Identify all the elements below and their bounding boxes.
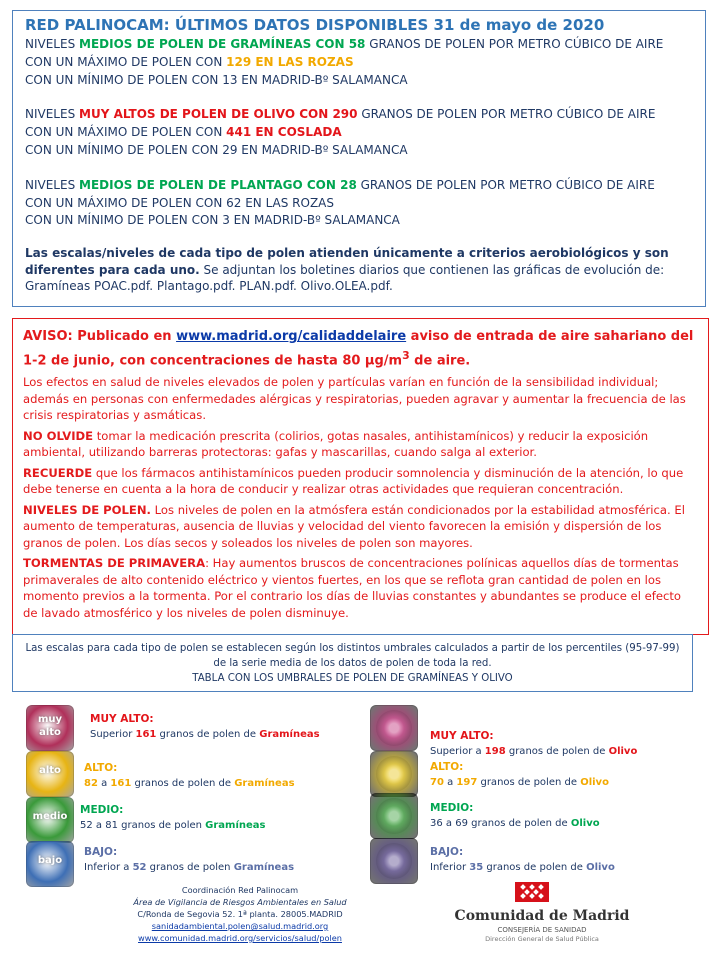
olivo-medio: MEDIO: 36 a 69 granos de polen de Olivo [430, 802, 600, 829]
note-bold: Las escalas/niveles de cada tipo de polen atienden únicamente a criterios aerobiológicos y son diferentes para cada uno. [25, 246, 669, 277]
olivo-bajo-icon [370, 838, 418, 884]
text: aviso de entrada de aire sahariano del 1-2 de junio, con concentraciones de hasta 80 µg/m [23, 329, 694, 369]
olivo-bajo: BAJO: Inferior 35 granos de polen de Olivo [430, 846, 615, 873]
scales-note [25, 245, 693, 295]
text: NIVELES [25, 177, 80, 192]
footer-web-link[interactable]: www.comunidad.madrid.org/servicios/salud/polen [138, 933, 342, 943]
gramineas-max: 129 EN LAS ROZAS [226, 54, 354, 69]
logo-sub2: Dirección General de Salud Pública [485, 935, 599, 943]
logo-sub1: CONSEJERÍA DE SANIDAD [497, 926, 587, 934]
text: AVISO: Publicado en [23, 329, 177, 344]
plantago-line-3: CON UN MÍNIMO DE POLEN CON 3 EN MADRID-Bº SALAMANCA [25, 213, 400, 228]
bold: NO OLVIDE [23, 428, 94, 443]
gramineas-medio-icon: medio [26, 797, 74, 843]
olivo-line-3: CON UN MÍNIMO DE POLEN CON 29 EN MADRID-Bº SALAMANCA [25, 142, 408, 157]
text: GRANOS DE POLEN POR METRO CÚBICO DE AIRE [357, 107, 656, 122]
gramineas-line-3: CON UN MÍNIMO DE POLEN CON 13 EN MADRID-Bº SALAMANCA [25, 72, 408, 87]
olivo-level: MUY ALTOS DE POLEN DE OLIVO CON 290 [79, 107, 358, 122]
warning-panel [12, 318, 709, 635]
comunidad-de-madrid-logo [430, 882, 654, 948]
gramineas-line-1 [25, 36, 693, 54]
gramineas-line-2 [25, 54, 693, 72]
text: tomar la medicación prescrita (colirios, gotas nasales, antihistamínicos) y reducir la exposición ambiental, utilizando barreras protectoras: gafas y mascarillas, cuando salga al exterior. [23, 428, 649, 460]
olivo-max: 441 EN COSLADA [226, 125, 342, 140]
olivo-medio-icon [370, 793, 418, 839]
health-effects-paragraph: Los efectos en salud de niveles elevados de polen y partículas varían en función de la sensibilidad individual; además en personas con enfermedades alérgicas y respiratorias, pueden agravar y aumentar la frecuencia de las crisis respiratorias y asmáticas. [23, 375, 686, 423]
madrid-flag-icon [515, 882, 549, 902]
niveles-paragraph [23, 502, 698, 552]
plantago-line-1 [25, 177, 693, 195]
bold: RECUERDE [23, 465, 93, 480]
recuerde-paragraph [23, 465, 698, 498]
olivo-muy-alto: MUY ALTO: Superior a 198 granos de polen de Olivo [430, 730, 638, 757]
superscript: 3 [402, 349, 410, 362]
olivo-line-2 [25, 124, 693, 142]
text: : Hay aumentos bruscos de concentraciones polínicas aquellos días de tormentas primaverales de alto contenido eléctrico y vientos fuertes, en los que se reflota gran cantidad de polen en los momento previos a la tormenta. Por el contrario los días de lluvias constantes y abundantes se produce el efecto de lavado atmosférico y los niveles de polen disminuye. [23, 556, 681, 620]
tormentas-paragraph [23, 555, 698, 621]
scales-info-panel [12, 634, 693, 692]
footer-area: Área de Vigilancia de Riesgos Ambientales en Salud [133, 897, 347, 907]
plantago-line-2: CON UN MÁXIMO DE POLEN CON 62 EN LAS ROZAS [25, 195, 335, 210]
text: que los fármacos antihistamínicos pueden producir somnolencia y disminución de la atención, lo que debe tenerse en cuenta a la hora de conducir y realizar otras actividades que requieran concentración. [23, 465, 684, 497]
text: NIVELES [25, 107, 80, 122]
page-title: RED PALINOCAM: ÚLTIMOS DATOS DISPONIBLES 31 de mayo de 2020 [25, 16, 605, 34]
calidaddelaire-link[interactable]: www.madrid.org/calidaddelaire [176, 329, 407, 344]
aviso-heading [23, 327, 698, 370]
gramineas-muy-alto: MUY ALTO: Superior 161 granos de polen de Gramíneas [90, 713, 320, 740]
gramineas-muy-alto-icon: muy alto [26, 705, 74, 751]
logo-name: Comunidad de Madrid [454, 908, 630, 924]
note-text: Se adjuntan los boletines diarios que contienen las gráficas de evolución de: Gramíneas POAC.pdf. Plantago.pdf. PLAN.pdf. Olivo.OLEA.pdf. [25, 262, 665, 294]
olivo-line-1 [25, 106, 693, 124]
gramineas-alto-icon: alto [26, 751, 74, 797]
footer-title: Coordinación Red Palinocam [181, 885, 299, 895]
table-caption: TABLA CON LOS UMBRALES DE POLEN DE GRAMÍNEAS Y OLIVO [192, 673, 513, 684]
bold: TORMENTAS DE PRIMAVERA [23, 556, 206, 571]
footer-address: C/Ronda de Segovia 52. 1ª planta. 28005.MADRID [137, 909, 343, 919]
text: CON UN MÁXIMO DE POLEN CON [25, 125, 227, 140]
gramineas-level: MEDIOS DE POLEN DE GRAMÍNEAS CON 58 [79, 37, 366, 51]
text: GRANOS DE POLEN POR METRO CÚBICO DE AIRE [365, 37, 664, 51]
latest-data-panel [12, 10, 706, 307]
olivo-alto-icon [370, 751, 418, 797]
plantago-level: MEDIOS DE POLEN DE PLANTAGO CON 28 [79, 177, 357, 192]
text: de aire. [409, 353, 471, 369]
gramineas-bajo-icon: bajo [26, 841, 74, 887]
text: CON UN MÁXIMO DE POLEN CON [25, 54, 227, 69]
olivo-alto: ALTO: 70 a 197 granos de polen de Olivo [430, 761, 609, 788]
no-olvide-paragraph [23, 428, 698, 461]
text: NIVELES [25, 37, 80, 51]
footer [90, 884, 390, 944]
gramineas-alto: ALTO: 82 a 161 granos de polen de Gramíneas [84, 762, 295, 789]
olivo-muy-alto-icon [370, 705, 418, 751]
gramineas-bajo: BAJO: Inferior a 52 granos de polen Gramíneas [84, 846, 295, 873]
gramineas-medio: MEDIO: 52 a 81 granos de polen Gramíneas [80, 804, 266, 831]
footer-email-link[interactable]: sanidadambiental.polen@salud.madrid.org [151, 921, 329, 931]
text: Los niveles de polen en la atmósfera están condicionados por la estabilidad atmosférica. El aumento de temperaturas, ausencia de lluvias y velocidad del viento favorecen la emisión y dispersión de los granos de polen. Los días secos y soleados los niveles de polen son mayores. [23, 502, 685, 550]
text: GRANOS DE POLEN POR METRO CÚBICO DE AIRE [356, 177, 655, 192]
bold: NIVELES DE POLEN. [23, 502, 151, 517]
scales-text: Las escalas para cada tipo de polen se establecen según los distintos umbrales calculados a partir de los percentiles (95-97-99) de la serie media de los datos de polen de toda la red. [25, 643, 680, 669]
